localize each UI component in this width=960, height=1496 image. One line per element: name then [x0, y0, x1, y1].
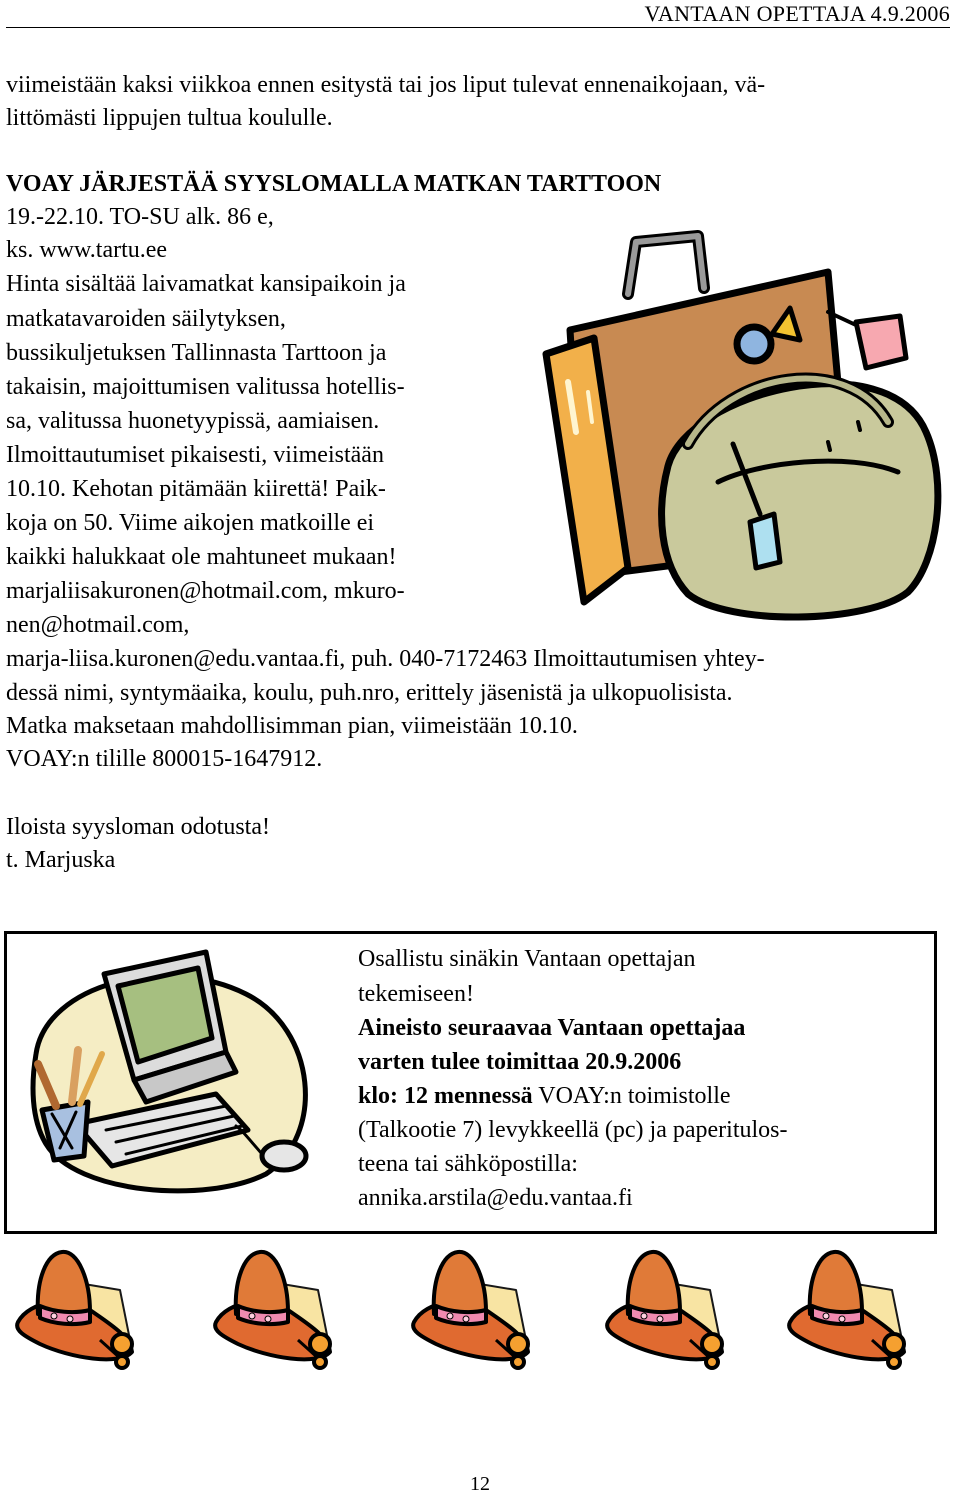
sombrero-border	[0, 1240, 960, 1380]
article-heading: VOAY JÄRJESTÄÄ SYYSLOMALLA MATKAN TARTTOON	[6, 171, 662, 197]
intro-line-2: littömästi lippujen tultua koululle.	[6, 105, 333, 131]
notice-deadline-time: klo: 12 mennessä	[358, 1083, 533, 1109]
closing-line: Iloista syysloman odotusta!	[6, 814, 270, 840]
body-line: Hinta sisältää laivamatkat kansipaikoin ja	[6, 271, 406, 297]
sombrero-icon	[406, 1240, 566, 1370]
sombrero-icon	[208, 1240, 368, 1370]
sombrero-icon	[10, 1240, 170, 1370]
sombrero-icon	[600, 1240, 760, 1370]
body-line: dessä nimi, syntymäaika, koulu, puh.nro, erittely jäsenistä ja ulkopuolisista.	[6, 680, 733, 706]
computer-illustration	[16, 934, 346, 1199]
body-line: ks. www.tartu.ee	[6, 237, 168, 263]
notice-email: annika.arstila@edu.vantaa.fi	[358, 1185, 633, 1211]
notice-line-6: (Talkootie 7) levykkeellä (pc) ja paperitulos-	[358, 1117, 788, 1143]
page-number: 12	[470, 1473, 490, 1495]
body-line: bussikuljetuksen Tallinnasta Tarttoon ja	[6, 340, 387, 366]
luggage-illustration	[528, 222, 946, 654]
body-line: matkatavaroiden säilytyksen,	[6, 306, 286, 332]
body-line: Matka maksetaan mahdollisimman pian, viimeistään 10.10.	[6, 713, 578, 739]
notice-line-5	[358, 1079, 731, 1113]
body-line: Ilmoittautumiset pikaisesti, viimeistään	[6, 442, 384, 468]
body-line: koja on 50. Viime aikojen matkoille ei	[6, 510, 375, 536]
notice-deadline-place: VOAY:n toimistolle	[532, 1083, 731, 1109]
publication-title: VANTAAN OPETTAJA 4.9.2006	[644, 1, 950, 26]
body-line: nen@hotmail.com,	[6, 612, 190, 638]
notice-line-4: varten tulee toimittaa 20.9.2006	[358, 1049, 682, 1075]
body-line: takaisin, majoittumisen valitussa hotellis-	[6, 374, 405, 400]
body-line: VOAY:n tilille 800015-1647912.	[6, 746, 323, 772]
body-line: marja-liisa.kuronen@edu.vantaa.fi, puh. 040-7172463 Ilmoittautumisen yhtey-	[6, 646, 765, 672]
signature-line: t. Marjuska	[6, 847, 116, 873]
body-line: 10.10. Kehotan pitämään kiirettä! Paik-	[6, 476, 386, 502]
body-line: 19.-22.10. TO-SU alk. 86 e,	[6, 204, 274, 230]
intro-line-1: viimeistään kaksi viikkoa ennen esitystä tai jos liput tulevat ennenaikojaan, vä-	[6, 72, 766, 98]
body-line: kaikki halukkaat ole mahtuneet mukaan!	[6, 544, 397, 570]
notice-line-2: tekemiseen!	[358, 981, 474, 1007]
notice-line-7: teena tai sähköpostilla:	[358, 1151, 578, 1177]
body-line: sa, valitussa huonetyypissä, aamiaisen.	[6, 408, 380, 434]
page-header	[6, 0, 950, 28]
sombrero-icon	[782, 1240, 942, 1370]
notice-line-1: Osallistu sinäkin Vantaan opettajan	[358, 946, 696, 972]
notice-line-3: Aineisto seuraavaa Vantaan opettajaa	[358, 1015, 746, 1041]
body-line: marjaliisakuronen@hotmail.com, mkuro-	[6, 578, 405, 604]
